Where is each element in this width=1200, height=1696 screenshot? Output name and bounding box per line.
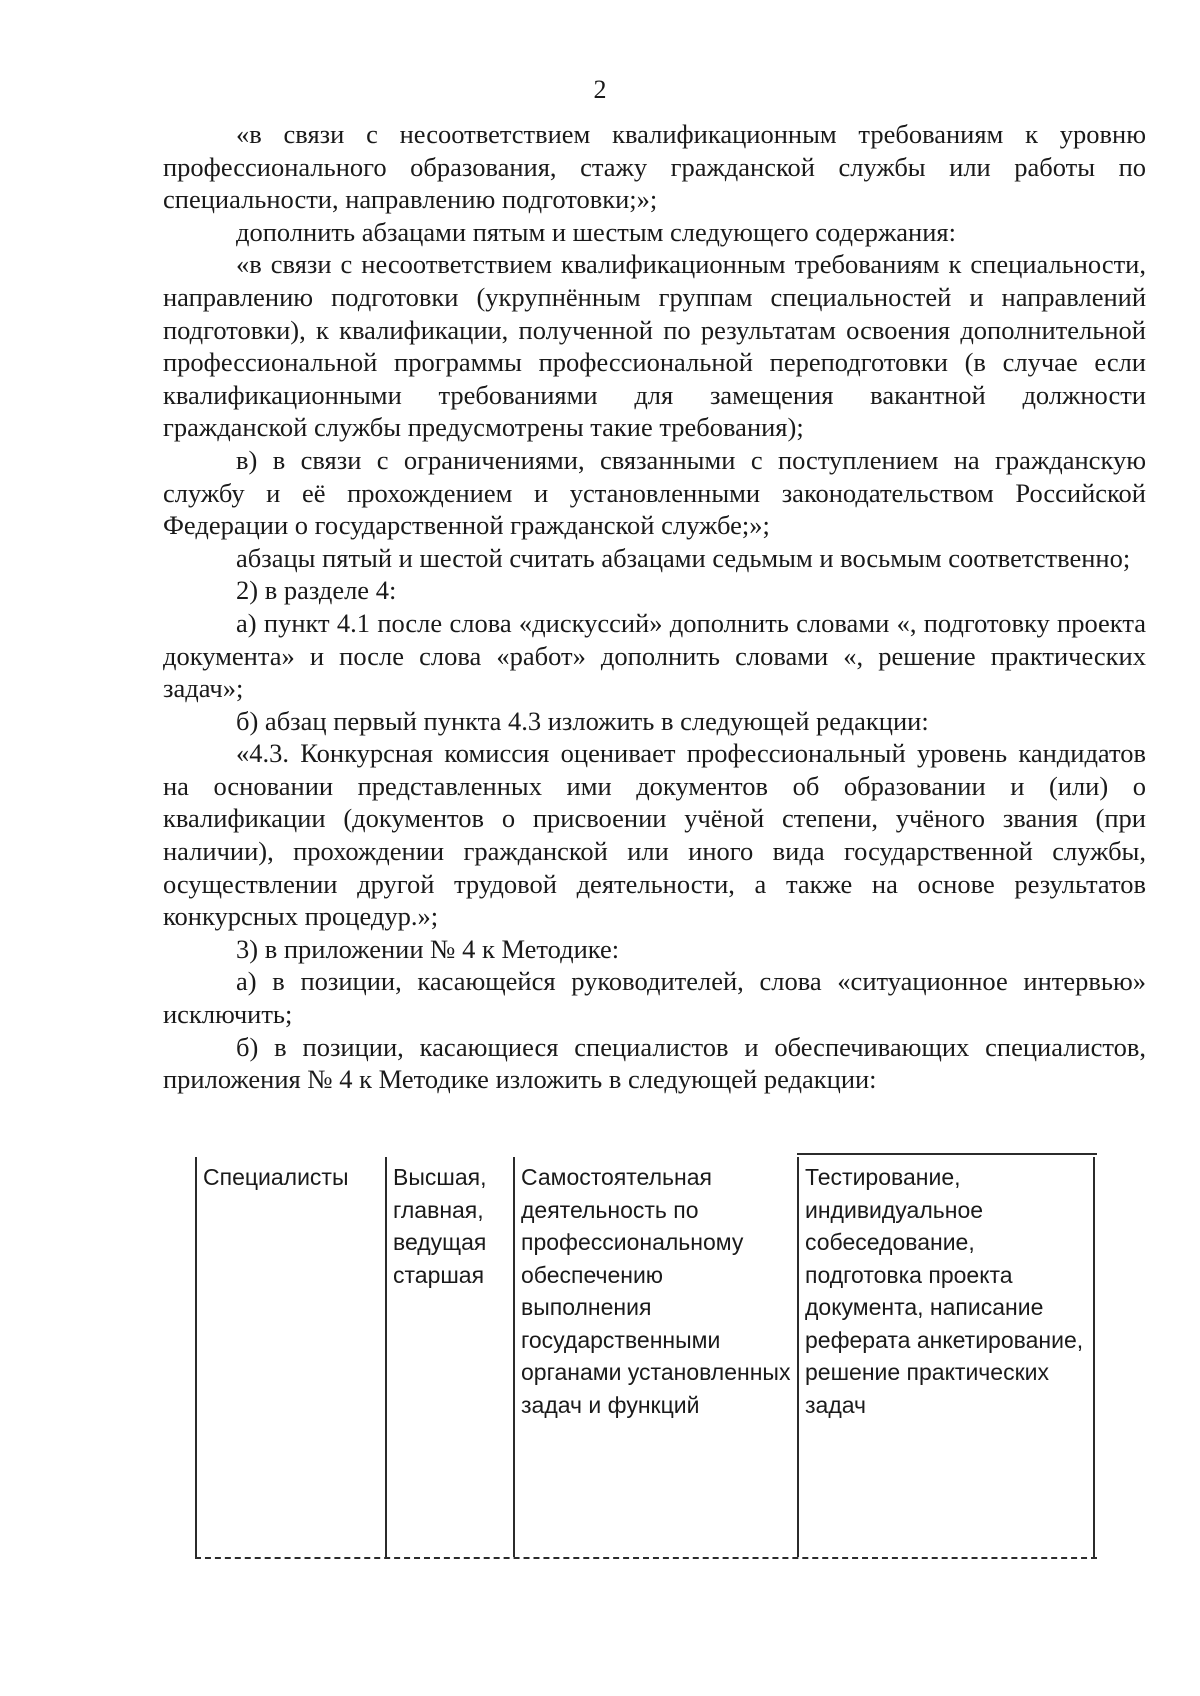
table-cell-activity [513, 1157, 797, 1557]
table-cell-methods [797, 1157, 1095, 1557]
cell-text: Тестирование, индивидуальное собеседование, подготовка проекта документа, написание реферата анкетирование, решение практических задач [805, 1164, 1084, 1418]
paragraph: а) пункт 4.1 после слова «дискуссий» дополнить словами «, подготовку проекта документа» и после слова «работ» дополнить словами «, решение практических задач»; [163, 607, 1146, 704]
page-number: 2 [593, 75, 607, 104]
paragraph: б) абзац первый пункта 4.3 изложить в следующей редакции: [236, 705, 929, 736]
paragraph: 2) в разделе 4: [236, 575, 397, 606]
table-cell-groups [385, 1157, 513, 1557]
table-cell-category [195, 1157, 385, 1557]
cell-text: Высшая, главная, ведущая старшая [393, 1164, 487, 1288]
paragraph: «4.3. Конкурсная комиссия оценивает профессиональный уровень кандидатов на основании представленных ими документов об образовании и (или) о квалификации (документов о присвоении учёной степени, учёного звания (при наличии), прохождении гражданской или иного вида государственной службы, осуществлении другой трудовой деятельности, а также на основе результатов конкурсных процедур.»; [163, 738, 1146, 932]
paragraph: «в связи с несоответствием квалификационным требованиям к специальности, направлению подготовки (укрупнённым группам специальностей и направлений подготовки), к квалификации, полученной по результатам освоения дополнительной профессиональной программы профессиональной переподготовки (в случае если квалификационными требованиями для замещения вакантной должности гражданской службы предусмотрены такие требования); [163, 249, 1146, 443]
paragraph: а) в позиции, касающейся руководителей, слова «ситуационное интервью» исключить; [163, 966, 1146, 1030]
paragraph: в) в связи с ограничениями, связанными с поступлением на гражданскую службу и её прохождением и установленными законодательством Российской Федерации о государственной гражданской службе;»; [163, 444, 1146, 541]
document-body [163, 118, 1146, 1096]
table-top-border [797, 1153, 1097, 1155]
paragraph: абзацы пятый и шестой считать абзацами седьмым и восьмым соответственно; [236, 542, 1131, 573]
paragraph: дополнить абзацами пятым и шестым следующего содержания: [236, 216, 956, 247]
paragraph: 3) в приложении № 4 к Методике: [236, 933, 620, 964]
table-bottom-border [195, 1557, 1097, 1559]
paragraph: «в связи с несоответствием квалификационным требованиям к уровню профессионального образования, стажу гражданской службы или работы по специальности, направлению подготовки;»; [163, 119, 1146, 215]
paragraph: б) в позиции, касающиеся специалистов и обеспечивающих специалистов, приложения № 4 к Методике изложить в следующей редакции: [163, 1031, 1146, 1095]
cell-text: Самостоятельная деятельность по профессиональному обеспечению выполнения государственными органами установленных задач и функций [521, 1164, 791, 1418]
appendix-table [195, 1157, 1095, 1562]
cell-text: Специалисты [203, 1164, 349, 1190]
